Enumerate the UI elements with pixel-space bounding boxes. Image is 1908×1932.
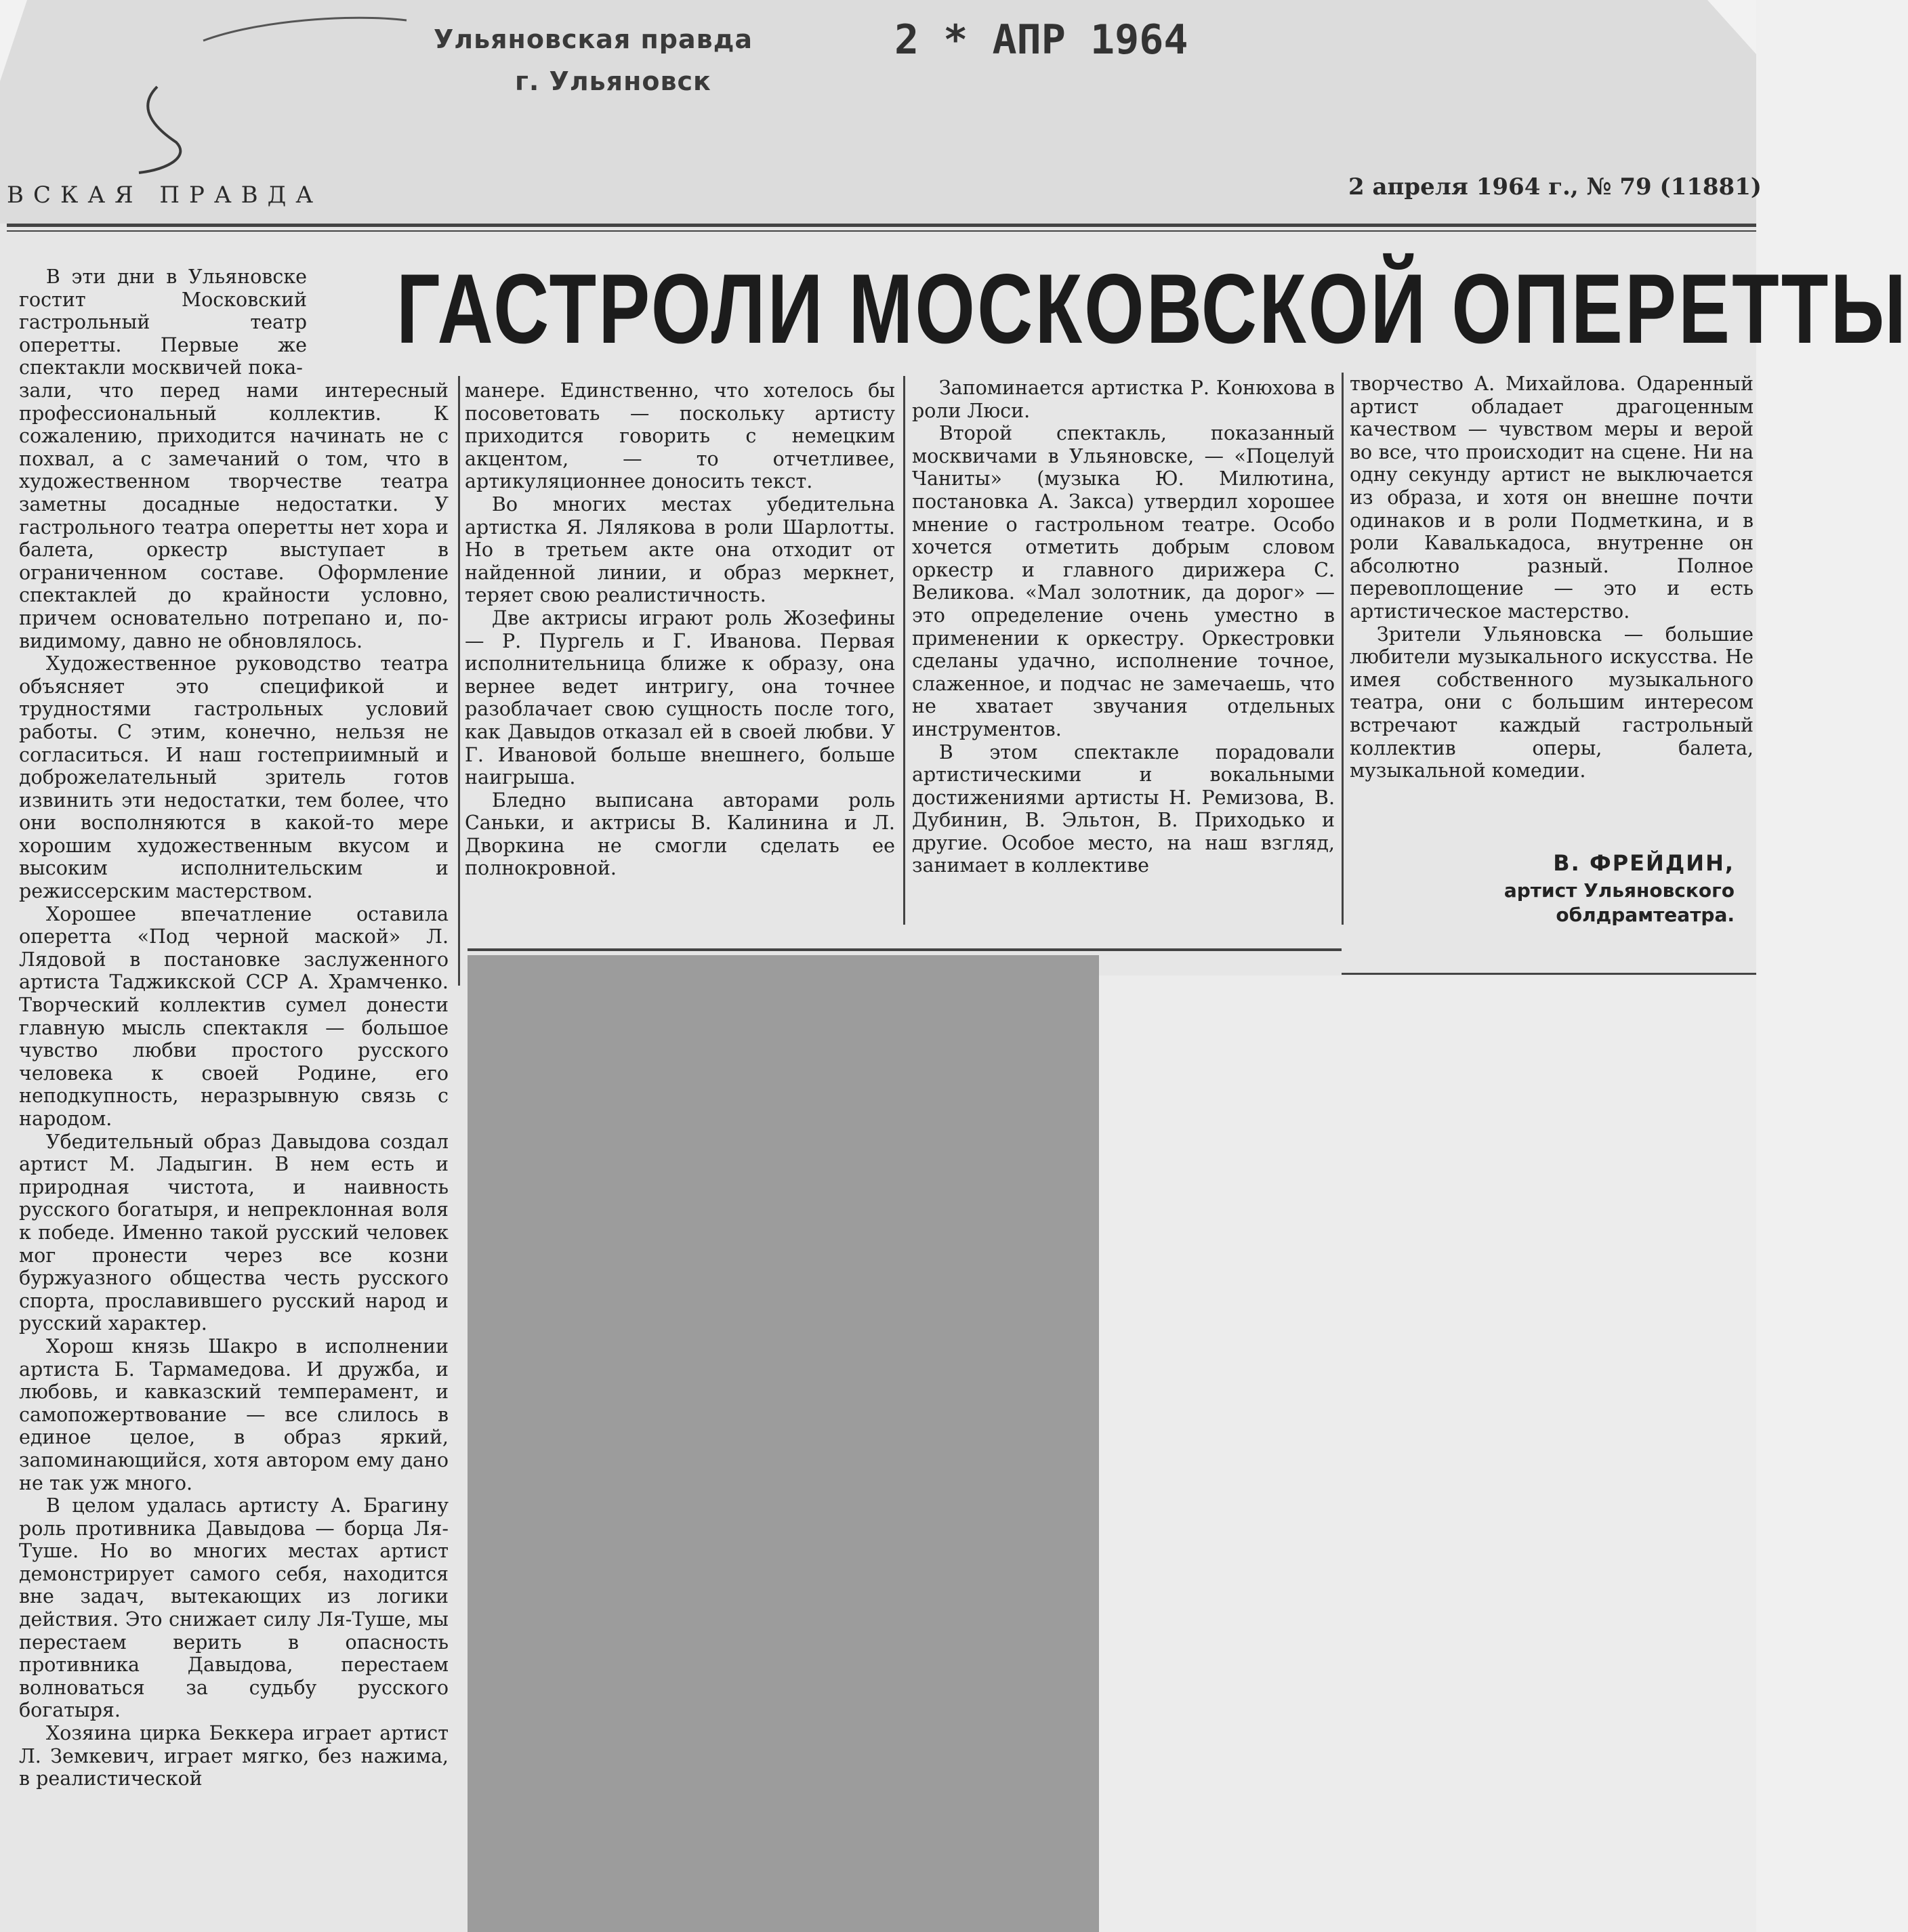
author-role: артист Ульяновского облдрамтеатра. bbox=[1503, 879, 1735, 926]
article-column-1 bbox=[19, 379, 449, 1790]
clipping-stamp-city: г. Ульяновск bbox=[515, 66, 711, 96]
paragraph: Убедительный образ Давыдова создал артист М. Ладыгин. В нем есть и природная чистота, и наивность русского богатыря, и непреклонная воля к победе. Именно такой русский человек мог пронести через все козни буржуазного общества честь русского спорта, прославившего русский народ и русский характер. bbox=[19, 1130, 449, 1335]
paragraph: Две актрисы играют роль Жозефины — Р. Пургель и Г. Иванова. Первая исполнительница ближе к образу, она вернее ведет интригу, она точнее разоблачает свою сущность после того, как Давыдов отказал ей в своей любви. У Г. Ивановой больше внешнего, больше наигрыша. bbox=[465, 606, 895, 789]
paragraph: Бледно выписана авторами роль Саньки, и актрисы В. Калинина и Л. Дворкина не смогли сделать ее полнокровной. bbox=[465, 789, 895, 880]
paragraph: творчество А. Михайлова. Одаренный артист обладает драгоценным качеством — чувством меры и верой во все, что происходит на сцене. Ни на одну секунду артист не выключается из образа, и хотя он внешне почти одинаков и в роли Подметкина, и в роли Кавалькадоса, внутренне он абсолютно разный. Полное перевоплощение — это и есть артистическое мастерство. bbox=[1350, 373, 1754, 623]
paragraph: В этом спектакле порадовали артистическими и вокальными достижениями артисты Н. Ремизова, В. Дубинин, В. Эльтон, В. Приходько и другие. Особое место, на наш взгляд, занимает в коллективе bbox=[912, 740, 1335, 877]
paragraph: Художественное руководство театра объясняет это спецификой и трудностями гастрольных условий работы. С этим, конечно, нельзя не согласиться. И наш гостеприимный и доброжелательный зритель готов извинить эти недостатки, тем более, что они восполняются в какой-то мере хорошим художественным вкусом и высоким исполнительским и режиссерским мастерством. bbox=[19, 652, 449, 903]
author-name: В. ФРЕЙДИН, bbox=[1553, 850, 1735, 876]
paragraph: Во многих местах убедительна артистка Я. Лялякова в роли Шарлотты. Но в третьем акте она отходит от найденной линии, и образ меркнет, теряет свою реалистичность. bbox=[465, 492, 895, 607]
paragraph: Хозяина цирка Беккера играет артист Л. Земкевич, играет мягко, без нажима, в реалистической bbox=[19, 1722, 449, 1790]
newspaper-masthead: ВСКАЯ ПРАВДА bbox=[7, 182, 323, 209]
paragraph: зали, что перед нами интересный профессиональный коллектив. К сожалению, приходится начинать не с похвал, а с замечаний о том, что в художественном творчестве театра заметны досадные недостатки. У гастрольного театра оперетты нет хора и балета, оркестр выступает в ограниченном составе. Оформление спектаклей до крайности условно, причем основательно потрепано и, по-видимому, давно не обновлялось. bbox=[19, 379, 449, 652]
article-column-4 bbox=[1350, 373, 1754, 782]
paragraph: В эти дни в Ульяновске гостит Московский гастрольный театр оперетты. Первые же спектакли москвичей пока- bbox=[19, 266, 307, 379]
article-headline: ГАСТРОЛИ МОСКОВСКОЙ ОПЕРЕТТЫ bbox=[396, 253, 1908, 364]
header-rule-thin bbox=[7, 230, 1756, 232]
paragraph: В целом удалась артисту А. Брагину роль противника Давыдова — борца Ля-Туше. Но во многих местах артист демонстрирует самого себя, находится вне задач, вытекающих из логики действия. Это снижает силу Ля-Туше, мы перестаем верить в опасность противника Давыдова, перестаем волноваться за судьбу русского богатыря. bbox=[19, 1494, 449, 1722]
article-column-2 bbox=[465, 379, 895, 880]
article-lead-intro bbox=[19, 266, 307, 379]
paragraph: Хорошее впечатление оставила оперетта «Под черной маской» Л. Лядовой в постановке заслуженного артиста Таджикской ССР А. Храмченко. Творческий коллектив сумел донести главную мысль спектакля — большое чувство любви простого русского человека к своей Родине, его неподкупность, неразрывную связь с народом. bbox=[19, 902, 449, 1130]
paragraph: Зрители Ульяновска — большие любители музыкального искусства. Не имея собственного музыкального театра, они с большим интересом встречают каждый гастрольный коллектив оперы, балета, музыкальной комедии. bbox=[1350, 623, 1754, 782]
clipping-stamp-date: 2 * АПР 1964 bbox=[894, 16, 1188, 64]
article-column-3 bbox=[912, 377, 1335, 877]
column-divider bbox=[458, 376, 460, 986]
article-bottom-rule-right bbox=[1342, 973, 1756, 975]
paragraph: Хорош князь Шакро в исполнении артиста Б. Тармамедова. И дружба, и любовь, и кавказский темперамент, и самопожертвование — все слилось в единое целое, в образ яркий, запоминающийся, хотя автором ему дано не так уж много. bbox=[19, 1335, 449, 1494]
paragraph: Запоминается артистка Р. Конюхова в роли Люси. bbox=[912, 377, 1335, 422]
column-divider bbox=[1342, 373, 1344, 925]
author-signature bbox=[1362, 850, 1735, 927]
paragraph: Второй спектакль, показанный москвичами в Ульяновске, — «Поцелуй Чаниты» (музыка Ю. Милютина, постановка А. Закса) утвердил хорошее мнение о гастрольном театре. Особо хочется отметить добрым словом оркестр и главного дирижера С. Великова. «Мал золотник, да дорог» — это определение очень уместно в применении к оркестру. Оркестровки сделаны удачно, исполнение точное, слаженное, и подчас не замечаешь, что не хватает звучания отдельных инструментов. bbox=[912, 422, 1335, 740]
issue-date: 2 апреля 1964 г., № 79 (11881) bbox=[1348, 173, 1762, 201]
header-rule bbox=[7, 224, 1756, 227]
paragraph: манере. Единственно, что хотелось бы посоветовать — поскольку артисту приходится говорить с немецким акцентом, — то отчетливее, артикуляционнее доносить текст. bbox=[465, 379, 895, 493]
article-bottom-rule bbox=[468, 948, 1342, 951]
column-divider bbox=[903, 376, 905, 925]
clipping-stamp-newspaper: Ульяновская правда bbox=[434, 24, 753, 54]
